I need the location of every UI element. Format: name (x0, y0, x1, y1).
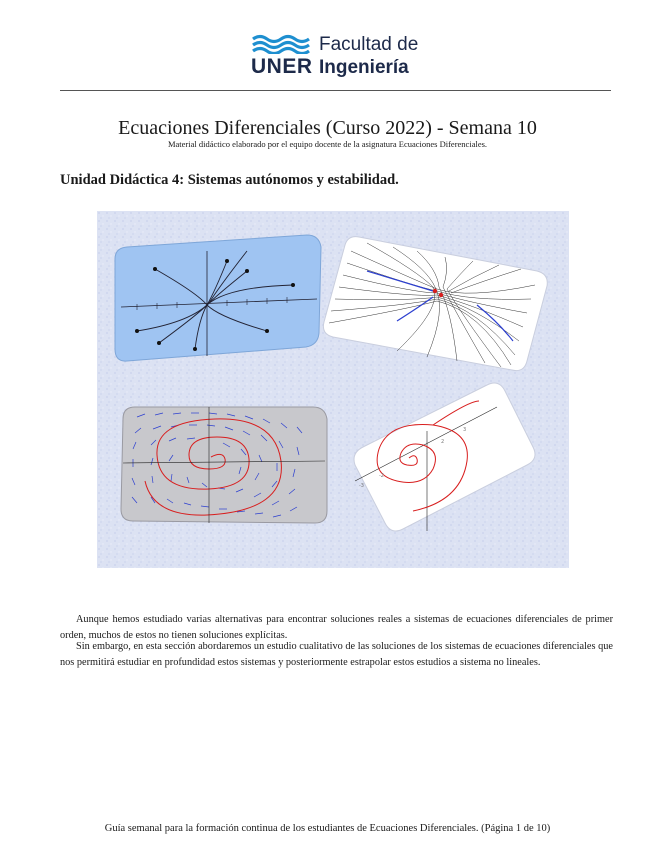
header-divider (60, 90, 611, 91)
svg-text:3: 3 (463, 427, 467, 433)
logo-uner-text: UNER (251, 55, 313, 78)
logo-faculty-text: Facultad de (319, 34, 419, 55)
page-footer: Guía semanal para la formación continua de los estudiantes de Ecuaciones Diferenciales. (Página 1 de 10) (104, 823, 551, 834)
uner-waves-icon (251, 34, 311, 54)
phase-portraits-illustration (97, 211, 569, 568)
faculty-logo (251, 32, 426, 80)
svg-text:2: 2 (441, 439, 445, 445)
panel-node-portrait (115, 235, 321, 361)
page-title: Ecuaciones Diferenciales (Curso 2022) - Semana 10 (118, 117, 537, 139)
body-paragraph-2: Sin embargo, en esta sección abordaremos un estudio cualitativo de las soluciones de los sistemas de ecuaciones diferenciales que nos permitirá estudiar en profundidad estos sistemas y posteriormente estrapolar estos estudios a sistema no lineales. (60, 641, 613, 668)
svg-text:-2: -2 (379, 473, 384, 479)
unit-heading: Unidad Didáctica 4: Sistemas autónomos y estabilidad. (60, 172, 399, 188)
page-subtitle: Material didáctico elaborado por el equipo docente de la asignatura Ecuaciones Diferenciales. (167, 139, 488, 149)
panel-spiral-field (121, 407, 327, 523)
logo-engineering-text: Ingeniería (319, 57, 409, 78)
body-paragraph-1: Aunque hemos estudiado varias alternativas para encontrar soluciones reales a sistemas de ecuaciones diferenciales de primer orden, muchos de estos no tienen soluciones explícitas. (60, 614, 613, 641)
svg-text:-3: -3 (359, 483, 364, 489)
